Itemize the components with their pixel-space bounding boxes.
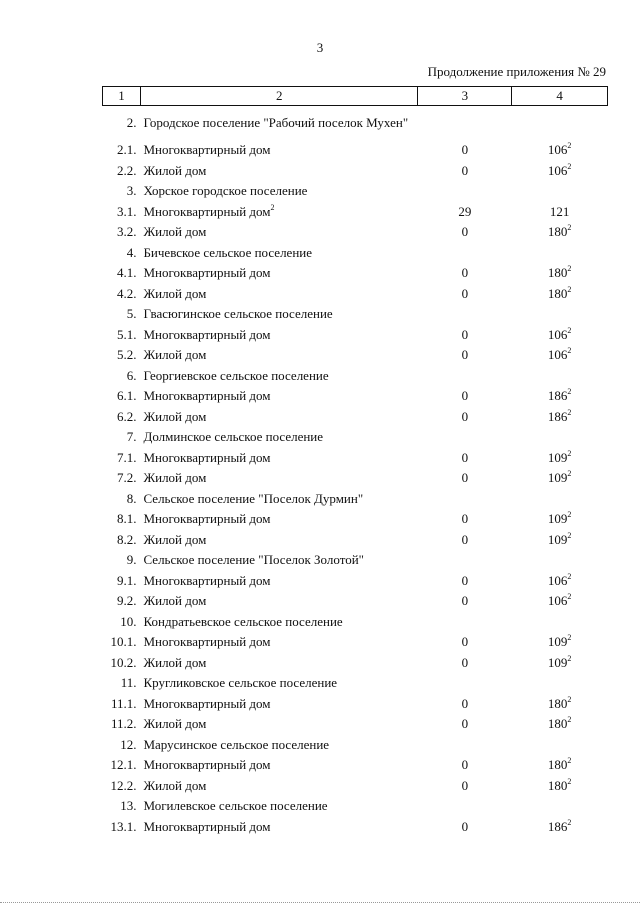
row-number: 9.1. xyxy=(116,572,137,588)
row-name xyxy=(140,386,417,407)
row-number: 5.2. xyxy=(116,347,137,363)
row-value-col3: 0 xyxy=(461,777,469,793)
row-value-footnote: 2 xyxy=(567,407,572,417)
row-value-col3 xyxy=(418,735,512,756)
row-value-col3: 0 xyxy=(461,531,469,547)
row-name xyxy=(140,632,417,653)
row-name xyxy=(140,304,417,325)
row-name-text: Многоквартирный дом xyxy=(143,388,271,404)
row-name xyxy=(140,181,417,202)
row-name xyxy=(140,735,417,756)
row-value-col3 xyxy=(418,243,512,264)
row-number: 3. xyxy=(126,183,137,199)
row-name xyxy=(140,571,417,592)
row-value-footnote: 2 xyxy=(567,653,572,663)
table-row xyxy=(103,243,608,264)
row-name-text: Марусинское сельское поселение xyxy=(143,736,330,752)
row-value-col4 xyxy=(512,304,608,325)
row-name-text: Сельское поселение "Поселок Дурмин" xyxy=(143,490,364,506)
row-name-text: Жилой дом xyxy=(143,285,207,301)
row-name-text: Могилевское сельское поселение xyxy=(143,798,328,814)
table-row xyxy=(103,817,608,838)
row-name-text: Жилой дом xyxy=(143,716,207,732)
page-number: 3 xyxy=(316,40,324,55)
row-name-text: Многоквартирный дом xyxy=(143,326,271,342)
row-number: 9.2. xyxy=(116,593,137,609)
row-value-col4 xyxy=(512,817,608,838)
row-name-text: Жилой дом xyxy=(143,531,207,547)
row-value-col4 xyxy=(512,181,608,202)
row-value-col4-text: 109 xyxy=(547,531,568,547)
row-name xyxy=(140,653,417,674)
row-name xyxy=(140,612,417,633)
row-name xyxy=(140,202,417,223)
row-name-text: Гвасюгинское сельское поселение xyxy=(143,306,333,322)
row-number: 10.1. xyxy=(110,634,137,650)
row-name-text: Многоквартирный дом xyxy=(143,634,271,650)
row-value-col4 xyxy=(512,714,608,735)
row-value-col3 xyxy=(418,427,512,448)
row-value-footnote: 2 xyxy=(567,469,572,479)
row-value-footnote: 2 xyxy=(567,284,572,294)
row-number: 4.1. xyxy=(116,265,137,281)
row-number: 7. xyxy=(126,429,137,445)
table-row xyxy=(103,106,608,141)
row-value-col4 xyxy=(512,161,608,182)
row-value-col4 xyxy=(512,243,608,264)
row-value-col4-text: 109 xyxy=(547,470,568,486)
row-value-col4 xyxy=(512,407,608,428)
table-row xyxy=(103,468,608,489)
row-value-col4-text: 106 xyxy=(547,572,568,588)
row-value-col4 xyxy=(512,632,608,653)
row-value-footnote: 2 xyxy=(567,264,572,274)
row-value-col4-text: 109 xyxy=(547,634,568,650)
row-name-text: Жилой дом xyxy=(143,470,207,486)
row-value-col4-text: 106 xyxy=(547,347,568,363)
table-row xyxy=(103,571,608,592)
row-value-col3: 0 xyxy=(461,388,469,404)
table-row xyxy=(103,202,608,223)
row-value-col4 xyxy=(512,284,608,305)
row-name-text: Георгиевское сельское поселение xyxy=(143,367,329,383)
row-name-text: Кругликовское сельское поселение xyxy=(143,675,338,691)
row-name-text: Многоквартирный дом xyxy=(143,142,271,158)
row-value-col4 xyxy=(512,222,608,243)
table-row xyxy=(103,345,608,366)
table-row xyxy=(103,714,608,735)
row-number: 9. xyxy=(126,552,137,568)
row-name-text: Многоквартирный дом xyxy=(143,203,271,219)
row-name-text: Многоквартирный дом xyxy=(143,449,271,465)
row-value-col4-text: 180 xyxy=(547,757,568,773)
row-value-col4 xyxy=(512,735,608,756)
row-number: 12.2. xyxy=(110,777,137,793)
row-value-footnote: 2 xyxy=(567,141,572,151)
row-value-col3: 0 xyxy=(461,716,469,732)
row-value-col4-text: 106 xyxy=(547,162,568,178)
row-number: 7.1. xyxy=(116,449,137,465)
row-value-col4 xyxy=(512,345,608,366)
row-value-col4 xyxy=(512,489,608,510)
row-name xyxy=(140,263,417,284)
row-value-col3: 0 xyxy=(461,162,469,178)
row-name-text: Жилой дом xyxy=(143,408,207,424)
row-name xyxy=(140,817,417,838)
row-value-col4 xyxy=(512,140,608,161)
row-number: 10.2. xyxy=(110,654,137,670)
row-value-col3 xyxy=(418,796,512,817)
row-value-col4 xyxy=(512,202,608,223)
row-number: 11.1. xyxy=(110,695,137,711)
row-value-col3: 0 xyxy=(461,593,469,609)
row-value-col3 xyxy=(418,550,512,571)
row-number: 4.2. xyxy=(116,285,137,301)
row-value-col4-text: 106 xyxy=(547,593,568,609)
row-value-col3 xyxy=(418,106,512,141)
row-value-col3: 0 xyxy=(461,224,469,240)
row-name xyxy=(140,509,417,530)
row-number: 7.2. xyxy=(116,470,137,486)
row-value-col3: 0 xyxy=(461,654,469,670)
row-name-text: Многоквартирный дом xyxy=(143,757,271,773)
row-name-text: Жилой дом xyxy=(143,654,207,670)
row-name xyxy=(140,106,417,141)
row-value-footnote: 2 xyxy=(567,694,572,704)
row-value-col3: 0 xyxy=(461,634,469,650)
row-number: 6.1. xyxy=(116,388,137,404)
row-value-col4-text: 180 xyxy=(547,777,568,793)
row-name xyxy=(140,325,417,346)
row-value-col4 xyxy=(512,530,608,551)
row-value-footnote: 2 xyxy=(567,817,572,827)
appendix-continuation-title: Продолжение приложения № 29 xyxy=(427,64,606,79)
row-value-col3 xyxy=(418,366,512,387)
row-number: 6.2. xyxy=(116,408,137,424)
row-value-col4-text: 180 xyxy=(547,265,568,281)
row-value-col4 xyxy=(512,673,608,694)
row-value-col4 xyxy=(512,550,608,571)
column-header-2: 2 xyxy=(140,87,417,106)
row-name-text: Жилой дом xyxy=(143,593,207,609)
row-name-text: Хорское городское поселение xyxy=(143,183,308,199)
row-name xyxy=(140,591,417,612)
row-value-col4 xyxy=(512,427,608,448)
row-name xyxy=(140,222,417,243)
table-row xyxy=(103,284,608,305)
row-name-text: Многоквартирный дом xyxy=(143,265,271,281)
row-value-col3: 0 xyxy=(461,142,469,158)
row-value-col4-text: 180 xyxy=(547,716,568,732)
table-row xyxy=(103,325,608,346)
row-name xyxy=(140,673,417,694)
row-value-col4-text: 186 xyxy=(547,818,568,834)
row-value-col4 xyxy=(512,448,608,469)
row-name xyxy=(140,714,417,735)
row-number: 11. xyxy=(120,675,137,691)
page-bottom-edge xyxy=(0,902,640,904)
row-name xyxy=(140,530,417,551)
row-value-col3: 29 xyxy=(458,203,472,219)
row-value-col4-text: 186 xyxy=(547,408,568,424)
row-name xyxy=(140,489,417,510)
row-number: 12. xyxy=(120,736,137,752)
row-name-text: Жилой дом xyxy=(143,162,207,178)
row-name-text: Многоквартирный дом xyxy=(143,695,271,711)
row-name xyxy=(140,140,417,161)
table-row xyxy=(103,632,608,653)
row-number: 4. xyxy=(126,244,137,260)
row-name-text: Долминское сельское поселение xyxy=(143,429,324,445)
row-value-col4 xyxy=(512,468,608,489)
row-value-col3 xyxy=(418,612,512,633)
table-row xyxy=(103,776,608,797)
row-name-text: Бичевское сельское поселение xyxy=(143,244,313,260)
row-value-footnote: 2 xyxy=(567,223,572,233)
row-number: 3.2. xyxy=(116,224,137,240)
row-number: 8.1. xyxy=(116,511,137,527)
row-value-footnote: 2 xyxy=(567,776,572,786)
row-value-col4 xyxy=(512,386,608,407)
row-value-col3: 0 xyxy=(461,470,469,486)
row-number: 8.2. xyxy=(116,531,137,547)
table-row xyxy=(103,591,608,612)
row-value-footnote: 2 xyxy=(567,510,572,520)
table-row xyxy=(103,735,608,756)
row-value-col4 xyxy=(512,694,608,715)
row-name xyxy=(140,448,417,469)
table-row xyxy=(103,509,608,530)
row-value-col4 xyxy=(512,612,608,633)
row-value-footnote: 2 xyxy=(567,633,572,643)
row-value-col4-text: 109 xyxy=(547,654,568,670)
column-header-1: 1 xyxy=(103,87,141,106)
row-value-col3 xyxy=(418,304,512,325)
row-value-col3: 0 xyxy=(461,449,469,465)
row-value-footnote: 2 xyxy=(567,592,572,602)
row-number: 8. xyxy=(126,490,137,506)
row-value-col4-text: 180 xyxy=(547,224,568,240)
row-value-col4 xyxy=(512,796,608,817)
row-value-col4 xyxy=(512,653,608,674)
row-value-col4-text: 109 xyxy=(547,449,568,465)
row-value-col3: 0 xyxy=(461,511,469,527)
data-table xyxy=(102,86,608,837)
row-value-col4 xyxy=(512,776,608,797)
row-name xyxy=(140,796,417,817)
row-value-col4 xyxy=(512,571,608,592)
row-name xyxy=(140,366,417,387)
table-row xyxy=(103,366,608,387)
table-row xyxy=(103,448,608,469)
row-number: 2. xyxy=(126,115,137,130)
row-name xyxy=(140,161,417,182)
row-value-footnote: 2 xyxy=(567,346,572,356)
row-value-col4 xyxy=(512,366,608,387)
table-row xyxy=(103,796,608,817)
column-header-4: 4 xyxy=(512,87,608,106)
row-value-col4-text: 180 xyxy=(547,695,568,711)
row-number: 3.1. xyxy=(116,203,137,219)
row-value-footnote: 2 xyxy=(567,448,572,458)
row-value-col3 xyxy=(418,489,512,510)
row-name xyxy=(140,345,417,366)
table-row xyxy=(103,694,608,715)
row-value-col3: 0 xyxy=(461,818,469,834)
row-value-col3: 0 xyxy=(461,285,469,301)
table-row xyxy=(103,673,608,694)
column-header-3: 3 xyxy=(418,87,512,106)
row-name-text: Многоквартирный дом xyxy=(143,572,271,588)
table-row xyxy=(103,653,608,674)
row-value-footnote: 2 xyxy=(567,387,572,397)
row-value-col4-text: 109 xyxy=(547,511,568,527)
table-row xyxy=(103,161,608,182)
row-number: 11.2. xyxy=(110,716,137,732)
row-value-footnote: 2 xyxy=(567,571,572,581)
table-row xyxy=(103,222,608,243)
row-name xyxy=(140,468,417,489)
row-name-text: Жилой дом xyxy=(143,347,207,363)
row-name-footnote: 2 xyxy=(270,202,275,212)
table-row xyxy=(103,755,608,776)
row-name-text: Кондратьевское сельское поселение xyxy=(143,613,343,629)
row-name xyxy=(140,243,417,264)
row-value-footnote: 2 xyxy=(567,325,572,335)
row-name-text: Жилой дом xyxy=(143,224,207,240)
row-value-col3: 0 xyxy=(461,757,469,773)
row-value-col4 xyxy=(512,755,608,776)
row-name xyxy=(140,427,417,448)
row-name xyxy=(140,407,417,428)
table-body xyxy=(103,106,608,838)
row-value-col4-text: 186 xyxy=(547,388,568,404)
table-row xyxy=(103,612,608,633)
row-name-text: Городское поселение "Рабочий поселок Мухен" xyxy=(143,115,409,130)
row-value-col4 xyxy=(512,106,608,141)
row-value-col4 xyxy=(512,263,608,284)
row-value-col4 xyxy=(512,325,608,346)
row-name-text: Жилой дом xyxy=(143,777,207,793)
row-number: 12.1. xyxy=(110,757,137,773)
row-value-col3: 0 xyxy=(461,695,469,711)
row-name xyxy=(140,550,417,571)
row-name-text: Сельское поселение "Поселок Золотой" xyxy=(143,552,364,568)
row-name xyxy=(140,776,417,797)
table-row xyxy=(103,407,608,428)
row-value-col4 xyxy=(512,509,608,530)
table-row xyxy=(103,386,608,407)
row-name-text: Многоквартирный дом xyxy=(143,818,271,834)
row-value-col3 xyxy=(418,673,512,694)
row-number: 2.1. xyxy=(116,142,137,158)
table-row xyxy=(103,550,608,571)
row-number: 6. xyxy=(126,367,137,383)
row-number: 5. xyxy=(126,306,137,322)
row-value-footnote: 2 xyxy=(567,161,572,171)
row-value-footnote: 2 xyxy=(567,530,572,540)
row-number: 2.2. xyxy=(116,162,137,178)
table-row xyxy=(103,263,608,284)
row-value-col3 xyxy=(418,181,512,202)
row-value-col4-text: 106 xyxy=(547,326,568,342)
row-value-col4-text: 106 xyxy=(547,142,568,158)
row-name xyxy=(140,755,417,776)
row-value-col3: 0 xyxy=(461,265,469,281)
row-number: 13. xyxy=(120,798,137,814)
row-number: 5.1. xyxy=(116,326,137,342)
table-header-row xyxy=(103,87,608,106)
row-value-footnote: 2 xyxy=(567,715,572,725)
row-value-col4 xyxy=(512,591,608,612)
row-number: 10. xyxy=(120,613,137,629)
table-row xyxy=(103,427,608,448)
table-row xyxy=(103,304,608,325)
table-row xyxy=(103,140,608,161)
row-name xyxy=(140,284,417,305)
row-number: 13.1. xyxy=(110,818,137,834)
table-row xyxy=(103,181,608,202)
row-name-text: Многоквартирный дом xyxy=(143,511,271,527)
row-value-footnote: 2 xyxy=(567,756,572,766)
row-value-col3: 0 xyxy=(461,347,469,363)
row-value-col4-text: 121 xyxy=(549,203,570,219)
row-value-col3: 0 xyxy=(461,408,469,424)
table-row xyxy=(103,530,608,551)
row-value-col3: 0 xyxy=(461,326,469,342)
row-value-col4-text: 180 xyxy=(547,285,568,301)
row-value-col3: 0 xyxy=(461,572,469,588)
row-name xyxy=(140,694,417,715)
table-row xyxy=(103,489,608,510)
